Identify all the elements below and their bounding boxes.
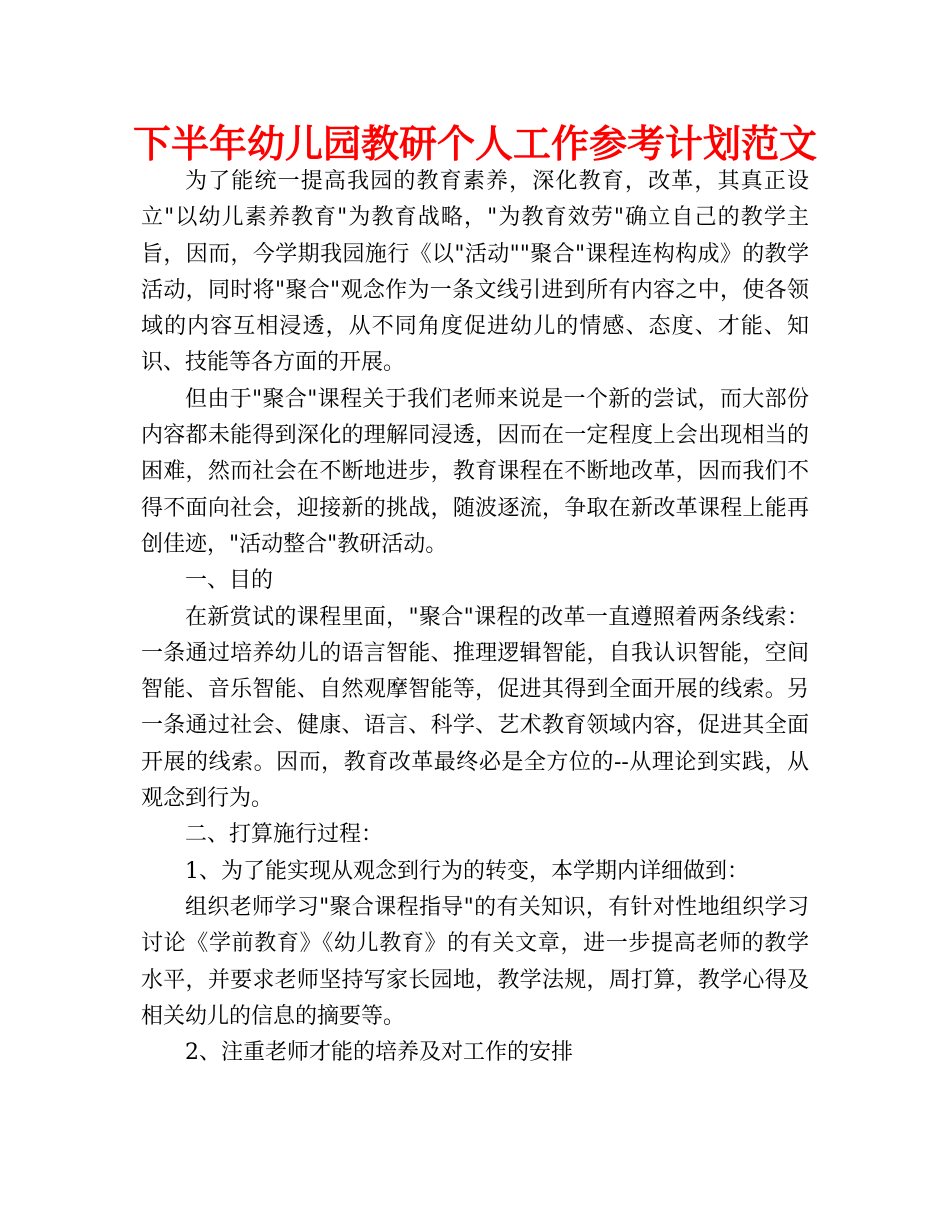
paragraph-intro: 为了能统一提高我园的教育素养，深化教育，改革，其真正设立"以幼儿素养教育"为教育战略，"为教育效劳"确立自己的教学主旨，因而，今学期我园施行《以"活动""聚合"课程连构构成》的教学活动，同时将"聚合"观念作为一条文线引进到所有内容之中，使各领域的内容互相浸透，从不同角度促进幼儿的情感、态度、才能、知识、技能等各方面的开展。 <box>141 169 809 376</box>
paragraph-purpose: 在新赏试的课程里面，"聚合"课程的改革一直遵照着两条线索：一条通过培养幼儿的语言智能、推理逻辑智能，自我认识智能，空间智能、音乐智能、自然观摩智能等，促进其得到全面开展的线索。另一条通过社会、健康、语言、科学、艺术教育领域内容，促进其全面开展的线索。因而，教育改革最终必是全方位的--从理论到实践，从观念到行为。 <box>141 604 809 812</box>
document-title: 下半年幼儿园教研个人工作参考计划范文 <box>132 122 817 166</box>
paragraph-study: 组织老师学习"聚合课程指导"的有关知识，有针对性地组织学习讨论《学前教育》《幼儿教育》的有关文章，进一步提高老师的教学水平，并要求老师坚持写家长园地，教学法规，周打算，教学心得及相关幼儿的信息的摘要等。 <box>141 894 809 1029</box>
section-heading-purpose: 一、目的 <box>185 568 274 594</box>
list-item-2: 2、注重老师才能的培养及对工作的安排 <box>185 1040 573 1066</box>
list-item-1: 1、为了能实现从观念到行为的转变，本学期内详细做到： <box>185 858 749 884</box>
document-body <box>141 164 809 1071</box>
section-heading-process: 二、打算施行过程： <box>185 822 384 848</box>
paragraph-challenge: 但由于"聚合"课程关于我们老师来说是一个新的尝试，而大部份内容都未能得到深化的理解同浸透，因而在一定程度上会出现相当的困难，然而社会在不断地进步，教育课程在不断地改革，因而我们不得不面向社会，迎接新的挑战，随波逐流，争取在新改革课程上能再创佳迹，"活动整合"教研活动。 <box>141 386 809 557</box>
